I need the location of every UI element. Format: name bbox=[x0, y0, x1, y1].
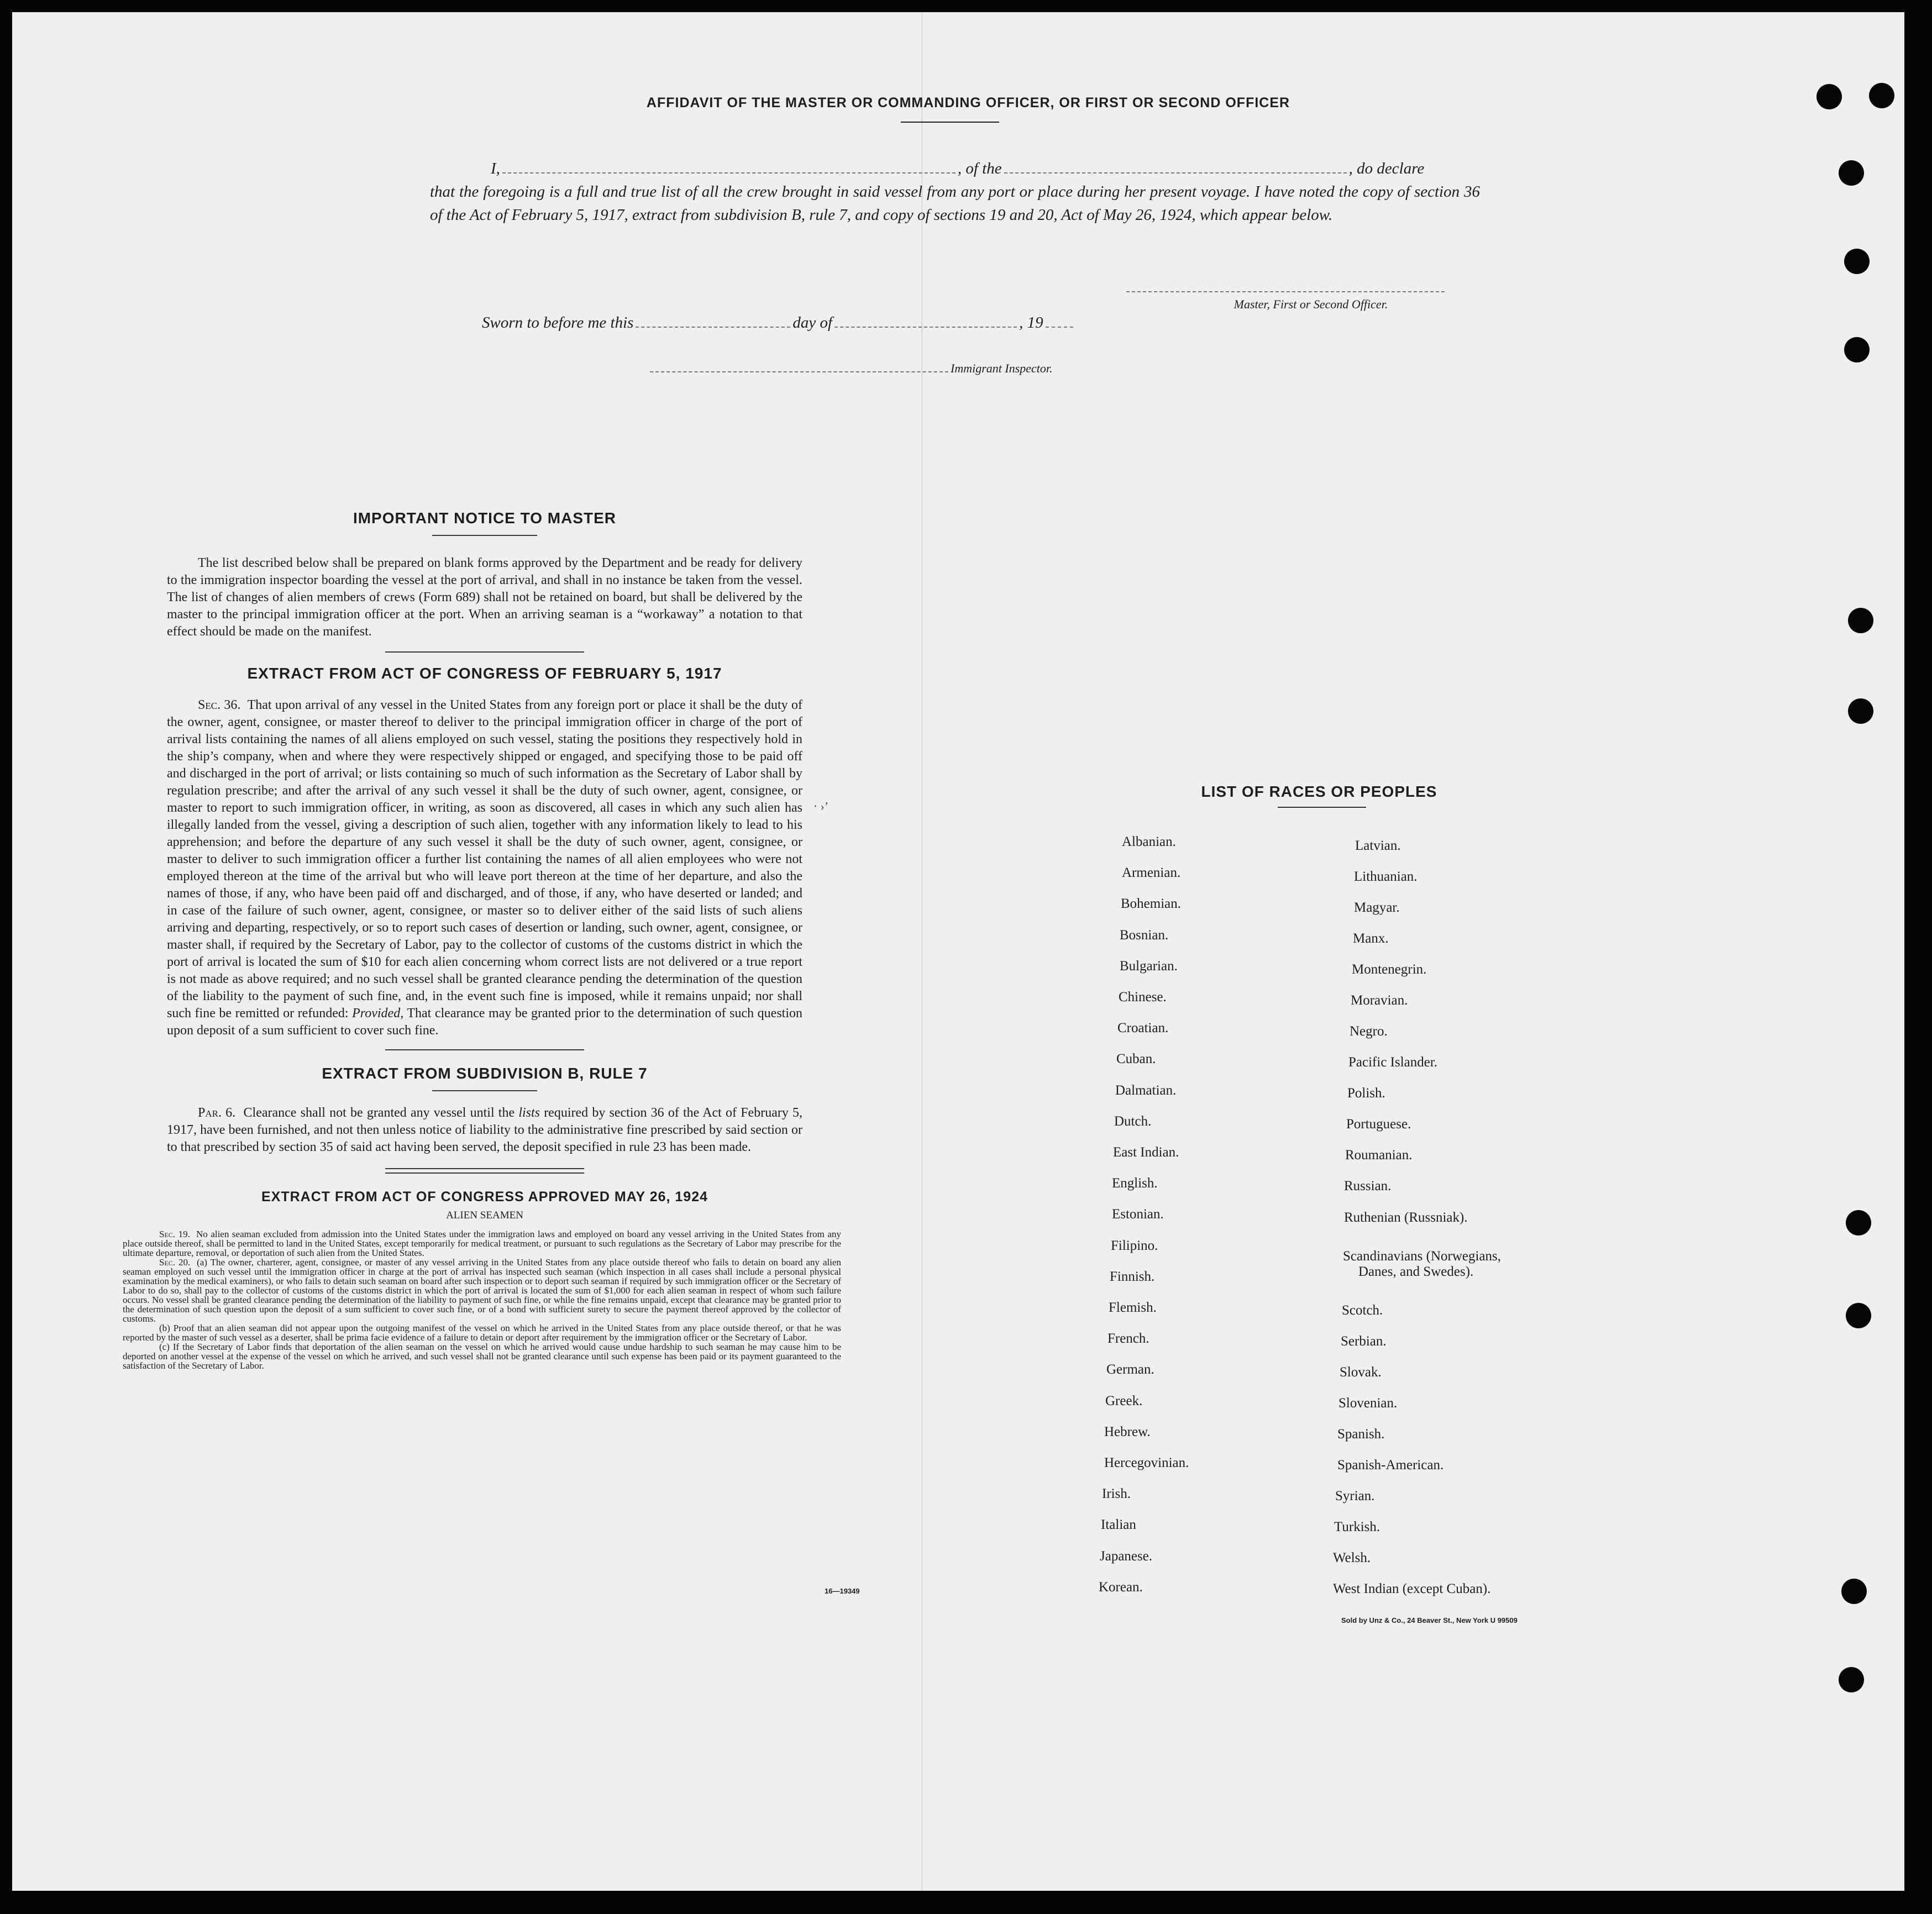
punch-hole bbox=[1844, 337, 1870, 362]
extract-1924-heading: EXTRACT FROM ACT OF CONGRESS APPROVED MAY 26, 1924 bbox=[261, 1189, 708, 1205]
race-item: Hebrew. bbox=[1104, 1424, 1151, 1439]
race-item: Korean. bbox=[1099, 1580, 1143, 1595]
notice-text: The list described below shall be prepared on blank forms approved by the Department and be ready for delivery to the immigration inspector boarding the vessel at the port of arrival, and shall in no instance be taken from the vessel. The list of changes of alien members of crews (Form 689) shall not be retained on board, but shall be delivered by the master to the principal immigration officer at the port. When an arriving seaman is a “workaway” a notation to that effect should be made on the manifest. bbox=[167, 556, 802, 639]
race-item: Manx. bbox=[1353, 931, 1389, 946]
section-rule bbox=[385, 1049, 584, 1050]
race-item: Greek. bbox=[1105, 1394, 1143, 1408]
year-prefix: , 19 bbox=[1019, 314, 1043, 332]
stray-mark: ‧ ›ʼ bbox=[813, 800, 829, 813]
punch-hole bbox=[1846, 1210, 1871, 1235]
punch-hole bbox=[1817, 84, 1842, 109]
center-fold bbox=[921, 12, 923, 1891]
punch-hole bbox=[1839, 160, 1864, 186]
sec-20b-text: (b) Proof that an alien seaman did not appear upon the outgoing manifest of the vessel on which he arrived in the United States from any place outside thereof, or that he was reported by the master of such vessel as a deserter, shall be prima facie evidence of a failure to detain or deport after requirement by the immigration officer or the Secretary of Labor. bbox=[123, 1323, 841, 1343]
name-blank[interactable] bbox=[502, 172, 956, 173]
section-rule bbox=[385, 651, 584, 653]
race-item: Serbian. bbox=[1341, 1334, 1387, 1349]
race-item: Moravian. bbox=[1351, 993, 1408, 1008]
sec-20-label: Sec. 20. bbox=[159, 1257, 191, 1268]
race-item: Filipino. bbox=[1111, 1238, 1158, 1253]
sec-36-body-end: That clearance may be granted prior to the determination of such question upon deposit of a sum sufficient to cover such fine. bbox=[167, 1006, 803, 1038]
sec-20a-text bbox=[123, 1258, 841, 1323]
race-item: Albanian. bbox=[1122, 834, 1176, 849]
sec-19-label: Sec. 19. bbox=[159, 1229, 190, 1239]
race-item: Roumanian. bbox=[1345, 1148, 1413, 1163]
inspector-signature-blank[interactable] bbox=[650, 371, 948, 372]
affidavit-body-text: that the foregoing is a full and true list of all the crew brought in said vessel from any port or place during her present voyage. I have noted the copy of section 36 of the Act of February 5, 1917, extract from subdivision B, rule 7, and copy of sections 19 and 20, Act of May 26, 1924, which appear below. bbox=[430, 183, 1480, 224]
rule-7-heading: EXTRACT FROM SUBDIVISION B, RULE 7 bbox=[322, 1065, 648, 1082]
race-item: Hercegovinian. bbox=[1104, 1455, 1189, 1470]
race-item: Negro. bbox=[1350, 1024, 1388, 1039]
race-item: Ruthenian (Russniak). bbox=[1344, 1210, 1468, 1225]
sec-20c-text: (c) If the Secretary of Labor finds that deportation of the alien seaman on the vessel on which he arrived would cause undue hardship to such seaman he may cause him to be deported on another vessel at the expense of the vessel on which he arrived, and such vessel shall not be granted clearance until such expense has been paid or its payment guaranteed to the satisfaction of the Secretary of Labor. bbox=[123, 1342, 841, 1371]
race-item: Spanish. bbox=[1337, 1427, 1385, 1442]
affidavit-statement bbox=[430, 157, 1480, 227]
punch-hole bbox=[1848, 608, 1873, 633]
sec-19-text bbox=[123, 1229, 841, 1258]
alien-seamen-subheading: ALIEN SEAMEN bbox=[446, 1210, 523, 1221]
race-item: Lithuanian. bbox=[1354, 869, 1418, 884]
race-item: Syrian. bbox=[1335, 1489, 1375, 1503]
punch-hole bbox=[1848, 698, 1873, 724]
punch-hole bbox=[1844, 249, 1870, 274]
par-6-text bbox=[167, 1105, 802, 1156]
race-item: West Indian (except Cuban). bbox=[1333, 1581, 1491, 1596]
race-item: Scotch. bbox=[1342, 1303, 1383, 1318]
section-double-rule bbox=[385, 1168, 584, 1174]
race-item: Armenian. bbox=[1122, 865, 1181, 880]
race-item: Japanese. bbox=[1100, 1549, 1153, 1564]
race-item: Polish. bbox=[1347, 1086, 1385, 1101]
i-label: I, bbox=[491, 160, 500, 177]
sec-36-label: Sec. 36. bbox=[198, 698, 241, 712]
of-the-label: , of the bbox=[957, 160, 1002, 177]
races-title-rule bbox=[1278, 807, 1366, 808]
lists-label: lists bbox=[518, 1106, 540, 1120]
extract-1924-body bbox=[123, 1229, 841, 1370]
race-item: Latvian. bbox=[1355, 838, 1401, 853]
race-item: English. bbox=[1112, 1176, 1158, 1191]
document-page bbox=[12, 12, 1904, 1891]
affidavit-title: AFFIDAVIT OF THE MASTER OR COMMANDING OFFICER, OR FIRST OR SECOND OFFICER bbox=[646, 95, 1290, 111]
race-item: Flemish. bbox=[1109, 1300, 1157, 1315]
inspector-line bbox=[648, 361, 1145, 376]
title-rule bbox=[901, 122, 999, 123]
race-item: Turkish. bbox=[1334, 1519, 1380, 1534]
sec-20a-body: (a) The owner, charterer, agent, consignee, or master of any vessel arriving in the United States from any place outside thereof who fails to detain on board any alien seaman employed on such vessel until the immigration officer in charge at the port of arrival has inspected such seaman (which inspection in all cases shall include a personal physical examination by the medical examiners), or who fails to detain such seaman on board after such inspection or to deport such seaman if required by such immigration officer or the Secretary of Labor to do so, shall pay to the collector of customs of the customs district in which the port of arrival is located the sum of $1,000 for each alien seaman in respect of whom such failure occurs. No vessel shall be granted clearance pending the determination of the liability to payment of such fine, or while the fine remains unpaid, except that clearance may be granted prior to the determination of such question upon the deposit of a sum sufficient to cover such fine, or of a bond with sufficient surety to secure the payment thereof approved by the collector of customs. bbox=[123, 1257, 841, 1324]
master-signature-line[interactable] bbox=[1126, 291, 1445, 292]
race-item: Estonian. bbox=[1112, 1207, 1164, 1222]
master-signature-label: Master, First or Second Officer. bbox=[1233, 297, 1388, 311]
races-list-title: LIST OF RACES OR PEOPLES bbox=[1201, 783, 1437, 800]
race-item: Montenegrin. bbox=[1352, 962, 1427, 977]
sworn-line bbox=[482, 314, 1200, 332]
par-6-body-a: Clearance shall not be granted any vessel until the bbox=[243, 1106, 515, 1120]
race-item: French. bbox=[1107, 1331, 1149, 1346]
day-blank[interactable] bbox=[636, 327, 790, 328]
race-item: Dalmatian. bbox=[1115, 1083, 1177, 1098]
race-item: German. bbox=[1106, 1362, 1154, 1377]
sec-36-text bbox=[167, 697, 802, 1039]
form-number: 16—19349 bbox=[825, 1587, 860, 1595]
race-item: Pacific Islander. bbox=[1348, 1055, 1438, 1070]
inspector-label: Immigrant Inspector. bbox=[951, 361, 1053, 375]
vessel-blank[interactable] bbox=[1004, 172, 1347, 173]
extract-1917-heading: EXTRACT FROM ACT OF CONGRESS OF FEBRUARY 5, 1917 bbox=[247, 665, 722, 682]
punch-hole bbox=[1841, 1579, 1867, 1604]
race-item: Slovak. bbox=[1340, 1365, 1382, 1380]
race-item: Slovenian. bbox=[1338, 1396, 1398, 1411]
race-item: Cuban. bbox=[1116, 1051, 1156, 1066]
printer-imprint: Sold by Unz & Co., 24 Beaver St., New York U 99509 bbox=[1341, 1616, 1518, 1624]
race-item: Chinese. bbox=[1119, 990, 1167, 1005]
race-item: Bohemian. bbox=[1121, 896, 1182, 911]
sec-19-body: No alien seaman excluded from admission into the United States under the immigration laws and employed on board any vessel arriving in the United States from any place outside thereof, shall be permitted to land in the United States, except temporarily for medical treatment, or pursuant to such regulations as the Secretary of Labor may prescribe for the ultimate departure, removal, or deportation of such alien from the United States. bbox=[123, 1229, 842, 1258]
left-column bbox=[123, 509, 842, 1371]
race-item: Bulgarian. bbox=[1120, 959, 1178, 974]
punch-hole bbox=[1869, 83, 1894, 108]
year-blank[interactable] bbox=[1046, 327, 1073, 328]
race-item: Irish. bbox=[1102, 1486, 1131, 1501]
sec-36-body: That upon arrival of any vessel in the United States from any foreign port or place it shall be the duty of the owner, agent, consignee, or master thereof to deliver to the principal immigration officer in charge of the port of arrival lists containing the names of all aliens employed on such vessel, stating the positions they respectively hold in the ship’s company, when and where they were respectively shipped or engaged, and specifying those to be paid off and discharged in the port of arrival; or lists containing so much of such information as the Secretary of Labor shall by regulation prescribe; and after the arrival of any such vessel it shall be the duty of such owner, agent, consignee, or master to report to such immigration officer, in writing, as soon as discovered, all cases in which any such alien has illegally landed from the vessel, giving a description of such alien, together with any information likely to lead to his apprehension; and before the departure of any such vessel it shall be the duty of such owner, agent, consignee, or master to deliver to such immigration officer a further list containing the names of all alien employees who were not employed thereon at the time of the arrival but who will leave port thereon at the time of her departure, and also the names of those, if any, who have been paid off and discharged, and of those, if any, who have deserted or landed; and in case of the failure of such owner, agent, consignee, or master so to deliver either of the said lists of such aliens arriving and departing, respectively, or so to report such cases of desertion or landing, such owner, agent, consignee, or master shall, if required by the Secretary of Labor, pay to the collector of customs of the customs district in which the port of arrival is located the sum of $10 for each alien concerning whom correct lists are not delivered or a true report is not made as above required; and no such vessel shall be granted clearance pending the determination of the question of the liability to the payment of such fine, and, in the event such fine is imposed, while it remains unpaid; nor shall such fine be remitted or refunded: bbox=[167, 698, 802, 1021]
heading-rule bbox=[432, 535, 537, 536]
race-item: Danes, and Swedes). bbox=[1358, 1264, 1474, 1279]
do-declare-label: , do declare bbox=[1348, 160, 1425, 177]
notice-heading: IMPORTANT NOTICE TO MASTER bbox=[353, 509, 617, 527]
race-item: Russian. bbox=[1344, 1179, 1392, 1193]
race-item: Dutch. bbox=[1114, 1114, 1152, 1129]
month-blank[interactable] bbox=[834, 327, 1017, 328]
heading-rule bbox=[432, 1090, 537, 1091]
race-item: Scandinavians (Norwegians, bbox=[1343, 1249, 1502, 1264]
sworn-prefix: Sworn to before me this bbox=[482, 314, 634, 332]
par-6-label: Par. 6. bbox=[198, 1106, 236, 1120]
race-item: Magyar. bbox=[1354, 900, 1400, 915]
race-item: Portuguese. bbox=[1346, 1117, 1411, 1132]
race-item: East Indian. bbox=[1113, 1145, 1179, 1160]
race-item: Finnish. bbox=[1110, 1269, 1155, 1284]
race-item: Croatian. bbox=[1117, 1021, 1169, 1035]
race-item: Welsh. bbox=[1333, 1550, 1371, 1565]
day-of-label: day of bbox=[792, 314, 833, 332]
punch-hole bbox=[1846, 1303, 1871, 1328]
race-item: Bosnian. bbox=[1120, 928, 1169, 943]
race-item: Italian bbox=[1101, 1517, 1136, 1532]
par-6-body-b: required by section 36 of the Act of February 5, 1917, have been furnished, and not then unless notice of liability to the administrative fine prescribed by said section or to that prescribed by section 35 of said act having been served, the deposit specified in rule 23 has been made. bbox=[167, 1106, 803, 1154]
punch-hole bbox=[1839, 1667, 1864, 1692]
provided-label: Provided, bbox=[352, 1006, 404, 1021]
race-item: Spanish-American. bbox=[1337, 1458, 1444, 1473]
affidavit-first-line bbox=[430, 157, 1480, 180]
